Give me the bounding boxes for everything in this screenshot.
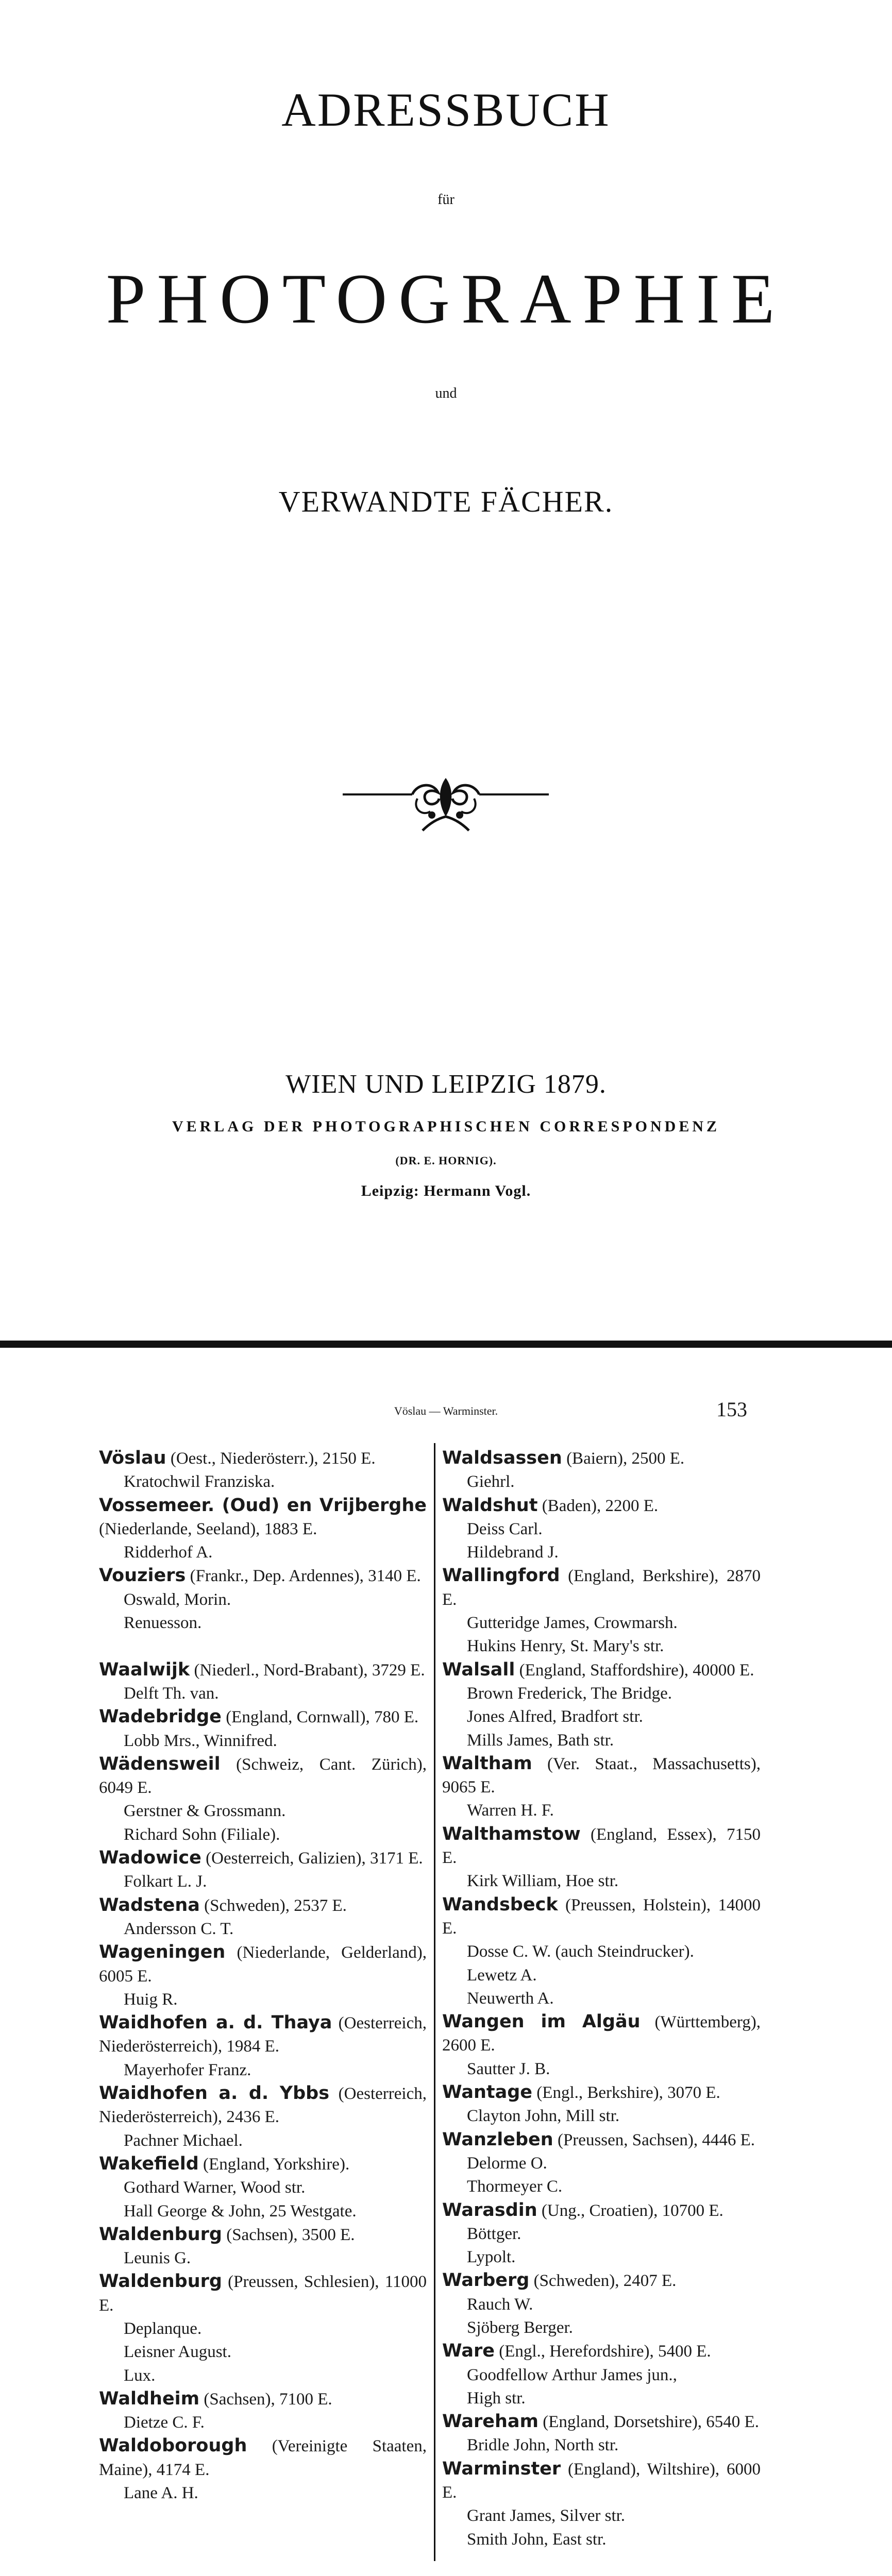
- entry-heading: [442, 1564, 761, 1612]
- photographer-name: Lewetz A.: [467, 1965, 537, 1985]
- entry-heading: [99, 1705, 427, 1729]
- photographer-name: Giehrl.: [467, 1472, 515, 1492]
- directory-entry: [442, 2199, 761, 2269]
- place-name: Waldoborough: [99, 2435, 247, 2456]
- place-location: (Oesterreich, Niederösterreich), 1984 E.: [99, 2014, 427, 2056]
- entry-heading: [99, 2434, 427, 2482]
- publisher-line: VERLAG DER PHOTOGRAPHISCHEN CORRESPONDENZ: [172, 1118, 720, 1135]
- place-location: (Niederlande, Gelderland), 6005 E.: [99, 1943, 427, 1986]
- photographer-name: Deiss Carl.: [467, 1519, 543, 1538]
- entry-heading: [99, 2270, 427, 2317]
- directory-entry: [442, 2458, 761, 2551]
- place-location: (England, Dorsetshire), 6540 E.: [538, 2413, 759, 2432]
- directory-entry: [99, 1753, 427, 1846]
- place-name: Ware: [442, 2341, 495, 2362]
- place-location: (England, Berkshire), 2870 E.: [442, 1567, 761, 1609]
- entry-heading: [442, 1447, 761, 1470]
- photographer-name: Clayton John, Mill str.: [467, 2107, 620, 2126]
- entry-heading: [442, 2199, 761, 2223]
- place-name: Walthamstow: [442, 1823, 581, 1844]
- place-name: Waalwijk: [99, 1659, 190, 1680]
- entry-heading: [99, 1494, 427, 1541]
- place-name: Waltham: [442, 1753, 532, 1774]
- photographer-name: Grant James, Silver str.: [467, 2506, 626, 2526]
- place-name: Wädensweil: [99, 1753, 221, 1774]
- photographer-name: Hildebrand J.: [467, 1543, 559, 1562]
- photographer-name: Gothard Warner, Wood str.: [124, 2178, 306, 2197]
- place-name: Wadebridge: [99, 1706, 222, 1727]
- page-number: 153: [716, 1398, 747, 1421]
- spacer: [99, 1635, 427, 1658]
- place-name: Waldenburg: [99, 2224, 222, 2245]
- photographer-name: Delorme O.: [467, 2154, 547, 2173]
- place-location: (England, Cornwall), 780 E.: [221, 1708, 419, 1727]
- entry-heading: [99, 1447, 427, 1470]
- entry-heading: [442, 2128, 761, 2152]
- photographer-name: Neuwerth A.: [467, 1989, 554, 2008]
- place-location: (Niederl., Nord-Brabant), 3729 E.: [190, 1660, 425, 1680]
- photographer-name: Gerstner & Grossmann.: [124, 1802, 286, 1821]
- photographer-name: Ridderhof A.: [124, 1543, 213, 1562]
- entry-heading: [442, 2410, 761, 2434]
- directory-entry: [442, 1658, 761, 1752]
- place-location: (England, Yorkshire).: [198, 2155, 350, 2174]
- place-location: (Schweden), 2537 E.: [199, 1896, 347, 1915]
- place-name: Waldshut: [442, 1495, 538, 1516]
- place-name: Vöslau: [99, 1448, 166, 1468]
- left-column: [99, 1447, 427, 2505]
- directory-entry: [99, 1705, 427, 1753]
- title-und: und: [435, 385, 457, 401]
- place-location: (Engl., Berkshire), 3070 E.: [532, 2083, 720, 2103]
- place-name: Warberg: [442, 2270, 530, 2291]
- place-location: (Sachsen), 3500 E.: [222, 2225, 355, 2244]
- photographer-name: Pachner Michael.: [124, 2131, 243, 2150]
- photographer-name: Andersson C. T.: [124, 1919, 234, 1938]
- place-name: Waidhofen a. d. Thaya: [99, 2012, 332, 2033]
- place-name: Wadowice: [99, 1848, 201, 1869]
- place-name: Warasdin: [442, 2199, 537, 2221]
- entry-heading: [442, 1658, 761, 1682]
- editor-line: (DR. E. HORNIG).: [395, 1154, 497, 1167]
- place-location: (Niederlande, Seeland), 1883 E.: [99, 1519, 317, 1538]
- directory-entry: [442, 1494, 761, 1565]
- directory-entry: [442, 2269, 761, 2340]
- entry-heading: [442, 2010, 761, 2058]
- entry-heading: [99, 2011, 427, 2059]
- photographer-name: Leisner August.: [124, 2343, 231, 2362]
- directory-entry: [99, 1846, 427, 1894]
- place-name: Wantage: [442, 2082, 533, 2103]
- place-name: Wanzleben: [442, 2129, 553, 2150]
- directory-entry: [99, 2270, 427, 2387]
- entry-heading: [442, 1893, 761, 1941]
- entry-heading: [99, 1846, 427, 1870]
- place-location: (Württemberg), 2600 E.: [442, 2013, 761, 2055]
- photographer-name: Dosse C. W. (auch Steindrucker).: [467, 1942, 694, 1961]
- subtitle: VERWANDTE FÄCHER.: [278, 485, 614, 518]
- directory-page: [0, 1348, 892, 2576]
- place-location: (Engl., Herefordshire), 5400 E.: [494, 2342, 711, 2361]
- entry-heading: [99, 2082, 427, 2129]
- place-location: (Ver. Staat., Massachusetts), 9065 E.: [442, 1754, 761, 1797]
- place-name: Warminster: [442, 2458, 561, 2479]
- photographer-name: Folkart L. J.: [124, 1872, 207, 1891]
- place-name: Wangen im Algäu: [442, 2011, 641, 2032]
- photographer-name: Bridle John, North str.: [467, 2436, 619, 2455]
- directory-entry: [442, 2128, 761, 2199]
- photographer-name: Oswald, Morin.: [124, 1590, 231, 1609]
- directory-entry: [442, 1823, 761, 1893]
- place-location: (Oesterreich, Niederösterreich), 2436 E.: [99, 2084, 427, 2127]
- column-rule: [434, 1443, 435, 2561]
- running-header: Vöslau — Warminster.: [394, 1404, 498, 1417]
- main-title: PHOTOGRAPHIE: [106, 259, 786, 338]
- place-name: Walsall: [442, 1659, 515, 1680]
- title-fuer: für: [437, 192, 455, 208]
- place-name: Wareham: [442, 2411, 538, 2432]
- directory-entry: [442, 1564, 761, 1658]
- place-name: Wageningen: [99, 1942, 226, 1963]
- directory-entry: [99, 2011, 427, 2082]
- photographer-name: Thormeyer C.: [467, 2177, 563, 2196]
- place-location: (Preussen, Schlesien), 11000 E.: [99, 2273, 427, 2315]
- directory-entry: [99, 2082, 427, 2153]
- photographer-name: Böttger.: [467, 2224, 521, 2243]
- place-location: (Vereinigte Staaten, Maine), 4174 E.: [99, 2437, 427, 2479]
- photographer-name: Leunis G.: [124, 2249, 191, 2268]
- photographer-name: High str.: [467, 2388, 526, 2408]
- directory-entry: [442, 2340, 761, 2410]
- page-divider: [0, 1341, 892, 1348]
- place-name: Vouziers: [99, 1565, 186, 1586]
- directory-entry: [442, 2081, 761, 2128]
- photographer-name: Rauch W.: [467, 2295, 533, 2314]
- book-title: ADRESSBUCH: [281, 83, 611, 136]
- place-location: (England, Essex), 7150 E.: [442, 1825, 761, 1868]
- place-location: (Ung., Croatien), 10700 E.: [537, 2201, 723, 2220]
- place-name: Wallingford: [442, 1565, 560, 1586]
- entry-heading: [99, 1658, 427, 1682]
- directory-entry: [442, 1447, 761, 1494]
- photographer-name: Brown Frederick, The Bridge.: [467, 1684, 672, 1703]
- entry-heading: [99, 2223, 427, 2247]
- entry-heading: [442, 1823, 761, 1870]
- place-location: (Sachsen), 7100 E.: [199, 2389, 332, 2409]
- entry-heading: [99, 2387, 427, 2411]
- photographer-name: Mills James, Bath str.: [467, 1731, 614, 1750]
- place-location: (Baden), 2200 E.: [537, 1496, 659, 1515]
- photographer-name: Renuesson.: [124, 1614, 202, 1633]
- place-name: Waldenburg: [99, 2271, 222, 2292]
- place-location: (England), Wiltshire), 6000 E.: [442, 2460, 761, 2502]
- entry-heading: [99, 1941, 427, 1988]
- directory-entry: [99, 2387, 427, 2435]
- leipzig-imprint: Leipzig: Hermann Vogl.: [361, 1182, 531, 1199]
- place-name: Waldheim: [99, 2388, 200, 2409]
- photographer-name: Lux.: [124, 2366, 156, 2385]
- directory-entry: [99, 1447, 427, 1494]
- entry-heading: [99, 1894, 427, 1918]
- place-location: (Preussen, Sachsen), 4446 E.: [553, 2130, 755, 2149]
- place-location: (Preussen, Holstein), 14000 E.: [442, 1895, 761, 1938]
- directory-entry: [442, 2010, 761, 2081]
- photographer-name: Lane A. H.: [124, 2484, 198, 2503]
- entry-heading: [442, 2081, 761, 2105]
- directory-entry: [99, 1894, 427, 1941]
- entry-heading: [99, 1564, 427, 1588]
- photographer-name: Warren H. F.: [467, 1801, 554, 1820]
- place-location: (England, Staffordshire), 40000 E.: [515, 1660, 754, 1680]
- directory-entry: [99, 2153, 427, 2223]
- place-location: (Schweiz, Cant. Zürich), 6049 E.: [99, 1755, 427, 1798]
- entry-heading: [99, 1753, 427, 1800]
- directory-entry: [99, 2434, 427, 2505]
- photographer-name: Jones Alfred, Bradfort str.: [467, 1707, 643, 1726]
- place-name: Wadstena: [99, 1894, 200, 1916]
- place-name: Vossemeer. (Oud) en Vrijberghe: [99, 1495, 427, 1516]
- photographer-name: Kratochwil Franziska.: [124, 1472, 275, 1492]
- directory-entry: [442, 1893, 761, 2010]
- directory-entry: [99, 1564, 427, 1658]
- entry-heading: [442, 2269, 761, 2293]
- photographer-name: Goodfellow Arthur James jun.,: [467, 2365, 677, 2384]
- place-name: Waldsassen: [442, 1448, 562, 1468]
- entry-heading: [442, 2340, 761, 2363]
- photographer-name: Richard Sohn (Filiale).: [124, 1825, 280, 1844]
- photographer-name: Sjöberg Berger.: [467, 2318, 573, 2337]
- photographer-name: Hukins Henry, St. Mary's str.: [467, 1637, 664, 1656]
- directory-entry: [99, 1941, 427, 2011]
- photographer-name: Deplanque.: [124, 2319, 202, 2338]
- photographer-name: Lobb Mrs., Winnifred.: [124, 1731, 277, 1750]
- place-name: Wandsbeck: [442, 1894, 558, 1915]
- directory-entry: [442, 1752, 761, 1823]
- photographer-name: Dietze C. F.: [124, 2413, 205, 2432]
- photographer-name: Sautter J. B.: [467, 2059, 550, 2078]
- ornament-vignette-icon: [340, 768, 551, 835]
- photographer-name: Smith John, East str.: [467, 2530, 607, 2549]
- place-name: Wakefield: [99, 2153, 199, 2174]
- directory-entry: [99, 1494, 427, 1565]
- photographer-name: Lypolt.: [467, 2248, 516, 2267]
- photographer-name: Delft Th. van.: [124, 1684, 219, 1703]
- place-year: WIEN UND LEIPZIG 1879.: [285, 1070, 607, 1099]
- place-location: (Oest., Niederösterr.), 2150 E.: [166, 1449, 376, 1468]
- photographer-name: Hall George & John, 25 Westgate.: [124, 2201, 357, 2221]
- photographer-name: Huig R.: [124, 1990, 178, 2009]
- entry-heading: [99, 2153, 427, 2176]
- photographer-name: Mayerhofer Franz.: [124, 2060, 251, 2079]
- entry-heading: [442, 1494, 761, 1518]
- entry-heading: [442, 1752, 761, 1800]
- place-location: (Schweden), 2407 E.: [529, 2272, 677, 2291]
- place-location: (Baiern), 2500 E.: [562, 1449, 685, 1468]
- place-location: (Frankr., Dep. Ardennes), 3140 E.: [186, 1567, 421, 1586]
- photographer-name: Kirk William, Hoe str.: [467, 1872, 619, 1891]
- right-column: [442, 1447, 761, 2551]
- photographer-name: Gutteridge James, Crowmarsh.: [467, 1614, 678, 1633]
- directory-entry: [99, 2223, 427, 2270]
- place-name: Waidhofen a. d. Ybbs: [99, 2083, 330, 2104]
- directory-entry: [442, 2410, 761, 2458]
- directory-entry: [99, 1658, 427, 1706]
- entry-heading: [442, 2458, 761, 2505]
- place-location: (Oesterreich, Galizien), 3171 E.: [201, 1849, 423, 1868]
